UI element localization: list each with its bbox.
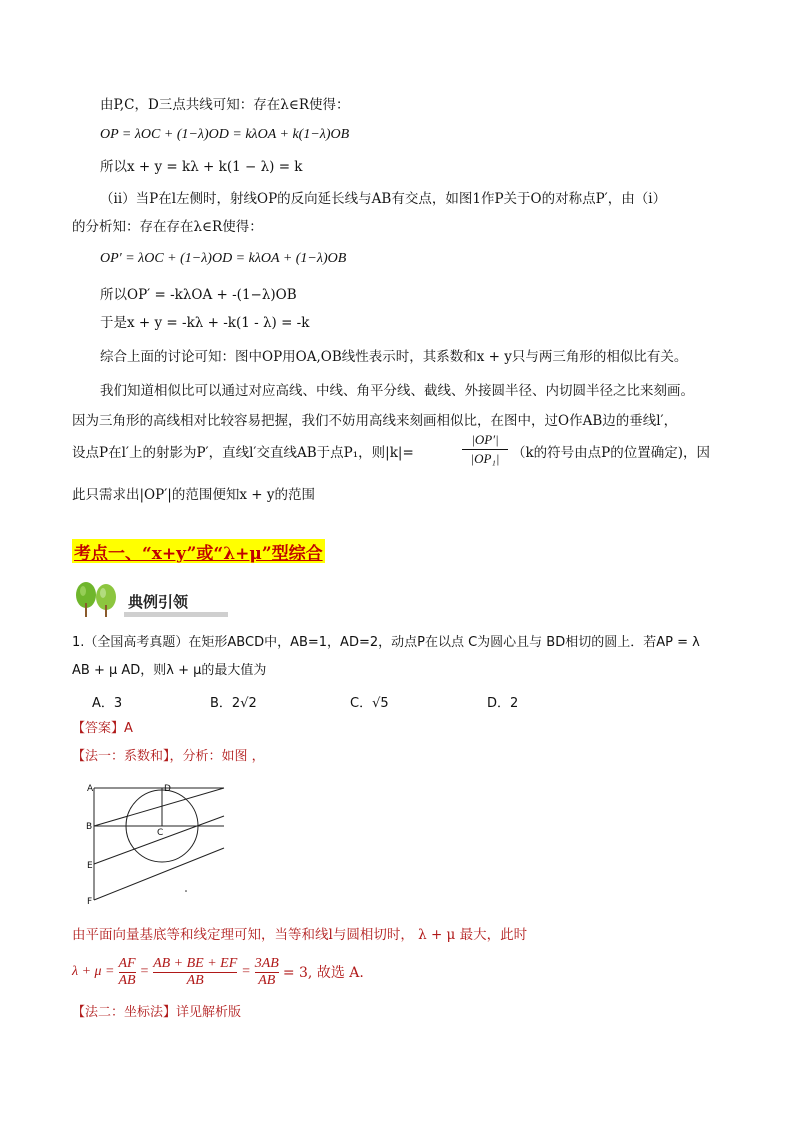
text-line: 综合上面的讨论可知：图中OP用OA,OB线性表示时，其系数和x + y只与两三角形的相似比有关。 xyxy=(100,349,688,365)
rectangle-circle-diagram xyxy=(84,780,234,906)
result-formula: λ + μ = $\frac{AF}{AB}$ = $\frac{AB + BE + EF}{AB}$ = $\frac{3AB}{AB}$ = 3, 故选 A. xyxy=(72,955,364,988)
tree-icon xyxy=(72,579,122,619)
fraction xyxy=(462,432,508,467)
choice-d: D．2 xyxy=(487,696,519,711)
fraction-numerator: 3AB xyxy=(254,955,279,971)
fraction-bar xyxy=(462,449,508,450)
method-one-label: 【法一：系数和】，分析：如图 ， xyxy=(72,749,265,764)
banner-underline xyxy=(124,612,228,617)
label-d: D xyxy=(164,784,171,794)
label-f: F xyxy=(87,897,93,906)
example-banner xyxy=(72,579,232,619)
section-heading xyxy=(72,539,325,563)
fraction-denominator: AB xyxy=(255,972,279,989)
conclusion-text: 由平面向量基底等和线定理可知，当等和线l与圆相切时， λ + μ 最大，此时 xyxy=(72,927,528,943)
method-two-label: 【法二：坐标法】详见解析版 xyxy=(72,1005,242,1020)
label-c: C xyxy=(157,828,164,838)
diagonal-bd xyxy=(94,788,224,826)
problem-statement: 1.（全国高考真题）在矩形ABCD中，AB=1，AD=2，动点P在以点 C为圆心且与 BD相切的圆上．若AP = λ xyxy=(72,635,700,650)
fraction xyxy=(119,956,136,989)
fraction-numerator: AF xyxy=(118,955,136,971)
choice-b: B．2√2 xyxy=(210,696,257,711)
formula-lhs: λ + μ = xyxy=(72,964,115,979)
text-line: （k的符号由点P的位置确定)，因 xyxy=(512,445,711,461)
text-line: 我们知道相似比可以通过对应高线、中线、角平分线、截线、外接圆半径、内切圆半径之比来刻画。 xyxy=(100,383,694,399)
formula-line: OP′ = λOC + (1−λ)OD = kλOA + (1−λ)OB xyxy=(100,251,347,266)
label-b: B xyxy=(86,822,93,832)
text-line: （ii）当P在l左侧时，射线OP的反向延长线与AB有交点，如图1作P关于O的对称点P′，由（i） xyxy=(100,191,667,207)
fraction xyxy=(153,956,237,989)
fraction-numerator: AB + BE + EF xyxy=(153,955,238,971)
banner-title: 典例引领 xyxy=(128,593,189,611)
fraction xyxy=(255,956,279,989)
text-line: 于是x + y = -kλ + -k(1 - λ) = -k xyxy=(100,315,310,331)
label-a: A xyxy=(87,784,94,794)
label-e: E xyxy=(87,861,93,871)
tangent-level-line xyxy=(94,848,224,900)
fraction-numerator: |OP′| xyxy=(471,432,499,447)
text-line: 因为三角形的高线相对比较容易把握，我们不妨用高线来刻画相似比，在图中，过O作AB边的垂线l′， xyxy=(72,413,678,429)
formula-line: OP = λOC + (1−λ)OD = kλOA + k(1−λ)OB xyxy=(100,127,350,142)
choice-c: C．√5 xyxy=(350,696,389,711)
fraction-denominator: AB xyxy=(153,972,237,989)
text-line: 此只需求出|OP′|的范围便知x + y的范围 xyxy=(72,487,315,503)
text-line: 的分析知：存在存在λ∈R使得： xyxy=(72,219,263,235)
text-line: 所以x + y = kλ + k(1 − λ) = k xyxy=(100,159,303,175)
section-heading-text: 考点一、“x+y”或“λ+μ”型综合 xyxy=(74,543,323,564)
fraction-denominator: AB xyxy=(118,972,136,988)
formula-tail: = 3, 故选 A. xyxy=(282,965,364,981)
fraction-denominator: |OP₁| xyxy=(470,451,500,466)
answer-label: 【答案】A xyxy=(72,721,133,736)
text-line: 所以OP′ = -kλOA + -(1−λ)OB xyxy=(100,287,297,303)
problem-statement-cont: AB + μ AD，则λ + μ的最大值为 xyxy=(72,663,267,678)
text-line: 由P,C，D三点共线可知：存在λ∈R使得： xyxy=(100,97,350,113)
choice-a: A．3 xyxy=(92,696,123,711)
level-line-e xyxy=(94,816,224,864)
text-line: 设点P在l′上的射影为P′，直线l′交直线AB于点P₁，则|k|= xyxy=(72,445,414,461)
